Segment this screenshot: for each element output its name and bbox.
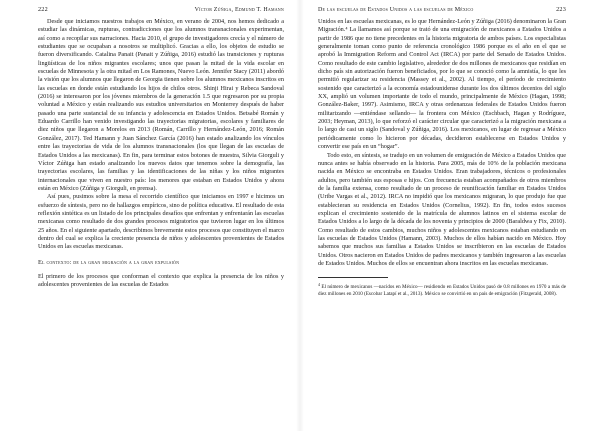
left-page-number: 222	[38, 6, 48, 13]
right-page-number: 223	[556, 6, 566, 13]
right-paragraph-2: Todo esto, en síntesis, se tradujo en un volumen de emigración de México a Estados Unidos que nunca antes se había observado en la historia. Para 2005, más de 10% de la población mexicana nacida en México se encontraba en Estados Unidos. Eran trabajadores, técnicos o profesionales adultos, pero también sus esposas e hijos. Con frecuencia estaban acompañados de otros miembros de la familia extensa, como resultado de un proceso de reunificación familiar en Estados Unidos (Uribe Vargas et al., 2012). IRCA no impidió que los mexicanos migraran, lo que produjo fue que establecieran su residencia en Estados Unidos (Cornelius, 1992). En fin, todos estos sucesos explican el crecimiento sostenido de la matrícula de alumnos latinos en el sistema escolar de Estados Unidos a lo largo de la década de los noventa y principios de 2000 (Baraldwa y Fix, 2010). Como resultado de estos cambios, muchos niños y adolescentes mexicanos estaban estudiando en las escuelas de Estados Unidos (Hamann, 2003). Muchos de ellos habían nacido en México. Hoy sabemos que muchos sus familias a Estados Unidos se inscribieron en las escuelas de Estados Unidos. Otros nacieron en Estados Unidos de padres mexicanos y también ingresaron a las escuelas de Estados Unidos. Muchos de ellos se encuentran ahora inscritos en las escuelas mexicanas.	[318, 151, 566, 267]
right-running-title: De las escuelas de Estados Unidos a las escuelas de México	[318, 7, 474, 13]
left-section-paragraph: El primero de los procesos que conforman el contexto que explica la presencia de los niños y adolescentes provenientes de las escuelas de Estados	[38, 272, 284, 288]
left-body-text	[38, 18, 284, 289]
right-running-head	[318, 6, 566, 13]
right-page	[300, 0, 600, 431]
left-running-head	[38, 6, 284, 13]
right-paragraph-1: Unidos en las escuelas mexicanas, es lo que Hernández-León y Zúñiga (2016) denominaron la Gran Migración.⁴ La llamamos así porque se trató de una emigración de mexicanos a Estados Unidos a partir de 1986 que no tiene precedentes en la historia migratoria de ambos países. Los especialistas generalmente toman como punto de referencia cronológico 1986 porque es el año en el que se aprobó la Immigration Reform and Control Act (IRCA) por parte del Senado de Estados Unidos. Como resultado de este cambio legislativo, alrededor de dos millones de mexicanos que residían en dicho país sin autorización fueron beneficiados, por lo que se conoció como la amnistía, lo que les permitió regularizar su residencia (Massey et al., 2002). Al tiempo, el período de crecimiento sostenido que caracterizó a la economía estadounidense durante los dos últimos decenios del siglo XX, amplió un volumen importante de todo el mundo, principalmente de México (Hagan, 1998; González-Baker, 1997). Asimismo, IRCA y otras ordenanzas federales de Estados Unidos fueron militarizando —entiéndase sellando— la frontera con México (Eschbach, Hagan y Rodríguez, 2003; Heyman, 2013), lo que reforzó el carácter circular que caracterizó a la migración mexicana a lo largo de casi un siglo (Sandoval y Zúñiga, 2016). Los mexicanos, en lugar de regresar a México periódicamente como lo hicieron por décadas, decidieron establecerse en Estados Unidos y convertir ese país en un “hogar”.	[318, 18, 566, 151]
left-paragraph-1: Desde que iniciamos nuestros trabajos en México, en verano de 2004, nos hemos dedicado a estudiar las dinámicas, rupturas, contradicciones que los alumnos transnacionales experimentan, así como a recopilar sus narraciones. Hacia 2010, el grupo de investigadores crecía y el número de estudiantes que se ocupaban a nosotros se multiplicó. Gracias a ello, los objetos de estudio se fueron diversificando. Catalina Panait (Panait y Zúñiga, 2016) estudió las transiciones y rupturas lingüísticas de los niños migrantes escolares; unos que pasan la mitad de la vida escolar en escuelas de Minnesota y la otra mitad en Los Ramones, Nuevo León. Jennifer Stacy (2011) abordó la visión que los alumnos que llegaron de Georgia tienen sobre los alumnos mexicanos inscritos en las escuelas en donde están estudiando los hijos de chilos otros. Shinji Hirai y Rebeca Sandoval (2016) se interesaron por los jóvenes miembros de la generación 1.5 que regresaron por su propia voluntad a México y están realizando sus estudios universitarios en Monterrey después de haber pasado una parte sustancial de su infancia y adolescencia en Estados Unidos. Betsabé Román y Eduardo Carrillo han venido investigando las trayectorias migratorias, escolares y familiares de diez niños que llegaron a Morelos en 2013 (Román, Carrillo y Hernández-León, 2016; Román González, 2017). Ted Hamann y Juan Sánchez García (2016) han estado analizando los vínculos entre las trayectorias de vida de los alumnos transnacionales (los que llegan de las escuelas de Estados Unidos a las mexicanas). En fin, para terminar estos botones de muestra, Silvia Giorguli y Víctor Zúñiga han estado analizando los nuevos datos que tenemos sobre la demografía, las trayectorias escolares, las familias y las identificaciones de las niñas y los niños migrantes internacionales que viven en nuestro país: los menores que estaban en Estados Unidos y ahora están en México (Zúñiga y Giorguli, en prensa).	[38, 18, 284, 192]
footnote-text: El número de mexicanos —nacidos en México— residiendo en Estados Unidos pasó de 0.8 millones en 1970 a más de diez millones en 2010 (Escobar Latapí et al., 2013). México se convirtió en un país de emigración (Fitzgerald, 2008).	[318, 284, 566, 297]
footnote	[318, 282, 566, 297]
footnote-marker: 4	[318, 282, 320, 288]
left-paragraph-2: Así pues, pusimos sobre la mesa el recorrido científico que iniciamos en 1997 e hicimos un esfuerzo de síntesis, pero no de hallazgos empíricos, sino de política educativa. El resultado de esta reflexión sintética es un listado de los principales desafíos que enfrentan y enfrentarán las escuelas mexicanas como resultado de dos grandes procesos migratorios que tuvieron lugar en los últimos 25 años. En el siguiente apartado, describimos brevemente estos procesos que constituyen el marco dentro del cual se explica la creciente presencia de niños y adolescentes provenientes de Estados Unidos en las escuelas mexicanas.	[38, 193, 284, 251]
section-heading: El contexto: de la gran migración a la gran expulsión	[38, 258, 180, 266]
right-body-text	[318, 18, 566, 268]
left-running-title: Víctor Zúñiga, Edmund T. Hamann	[194, 7, 284, 13]
footnote-rule	[318, 277, 388, 278]
